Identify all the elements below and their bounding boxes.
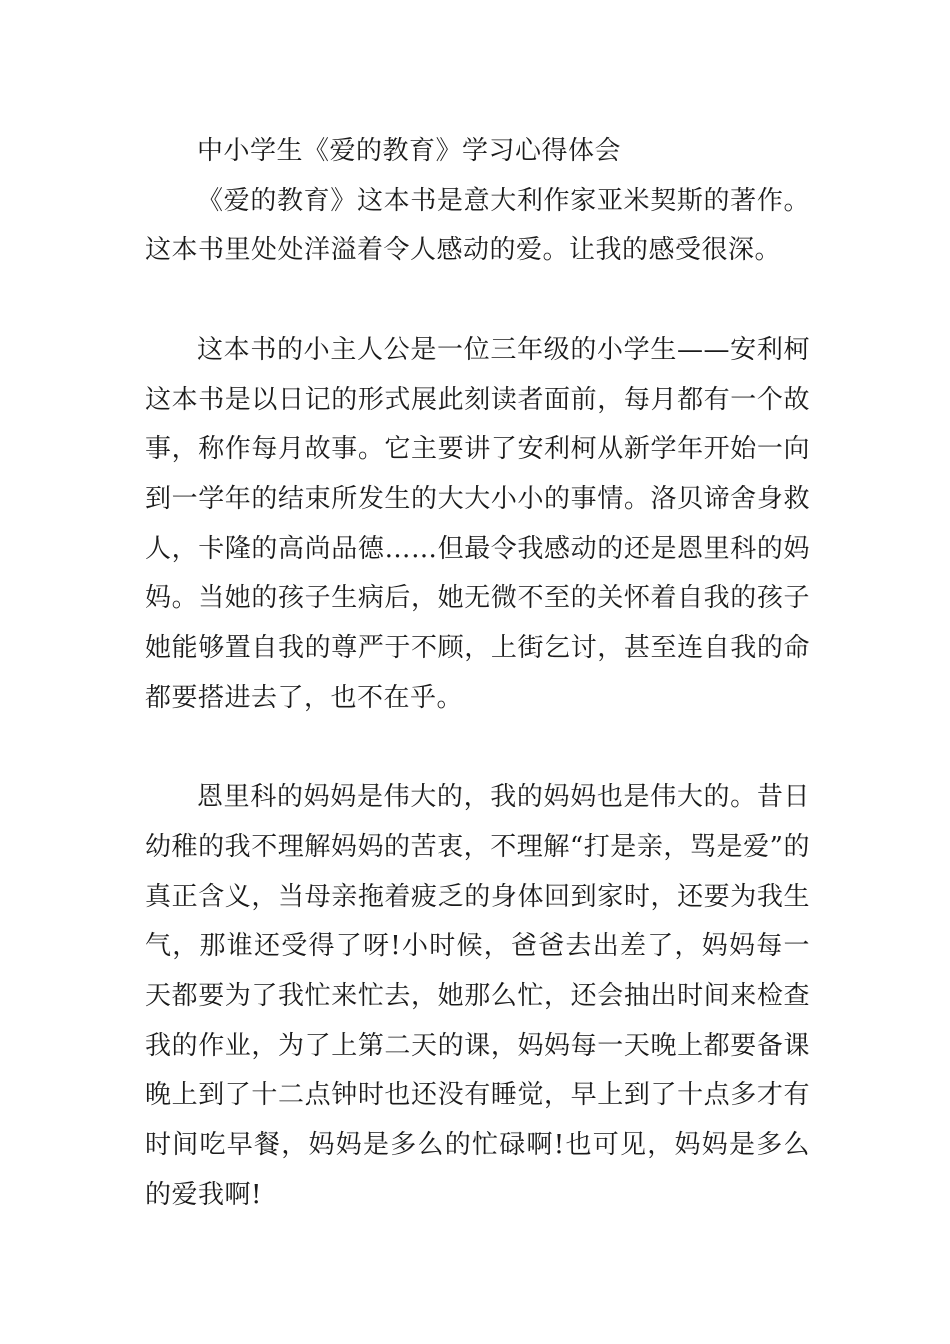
paragraph-story: 这本书的小主人公是一位三年级的小学生——安利柯这本书是以日记的形式展此刻读者面前，每月都有一个故事，称作每月故事。它主要讲了安利柯从新学年开始一向到一学年的结束所发生的大大小小的事情。洛贝谛舍身救人，卡隆的高尚品德……但最令我感动的还是恩里科的妈妈。当她的孩子生病后，她无微不至的关怀着自我的孩子她能够置自我的尊严于不顾，上街乞讨，甚至连自我的命都要搭进去了，也不在乎。 (145, 334, 810, 713)
document-title: 中小学生《爱的教育》学习心得体会 (197, 136, 622, 166)
paragraph-mother: 恩里科的妈妈是伟大的，我的妈妈也是伟大的。昔日幼稚的我不理解妈妈的苦衷，不理解“打是亲，骂是爱”的真正含义，当母亲拖着疲乏的身体回到家时，还要为我生气，那谁还受得了呀!小时候，爸爸去出差了，妈妈每一天都要为了我忙来忙去，她那么忙，还会抽出时间来检查我的作业，为了上第二天的课，妈妈每一天晚上都要备课晚上到了十二点钟时也还没有睡觉，早上到了十点多才有时间吃早餐，妈妈是多么的忙碌啊!也可见，妈妈是多么的爱我啊! (145, 782, 810, 1210)
paragraph-intro: 《爱的教育》这本书是意大利作家亚米契斯的著作。这本书里处处洋溢着令人感动的爱。让我的感受很深。 (145, 185, 810, 266)
document-body (145, 127, 810, 1220)
